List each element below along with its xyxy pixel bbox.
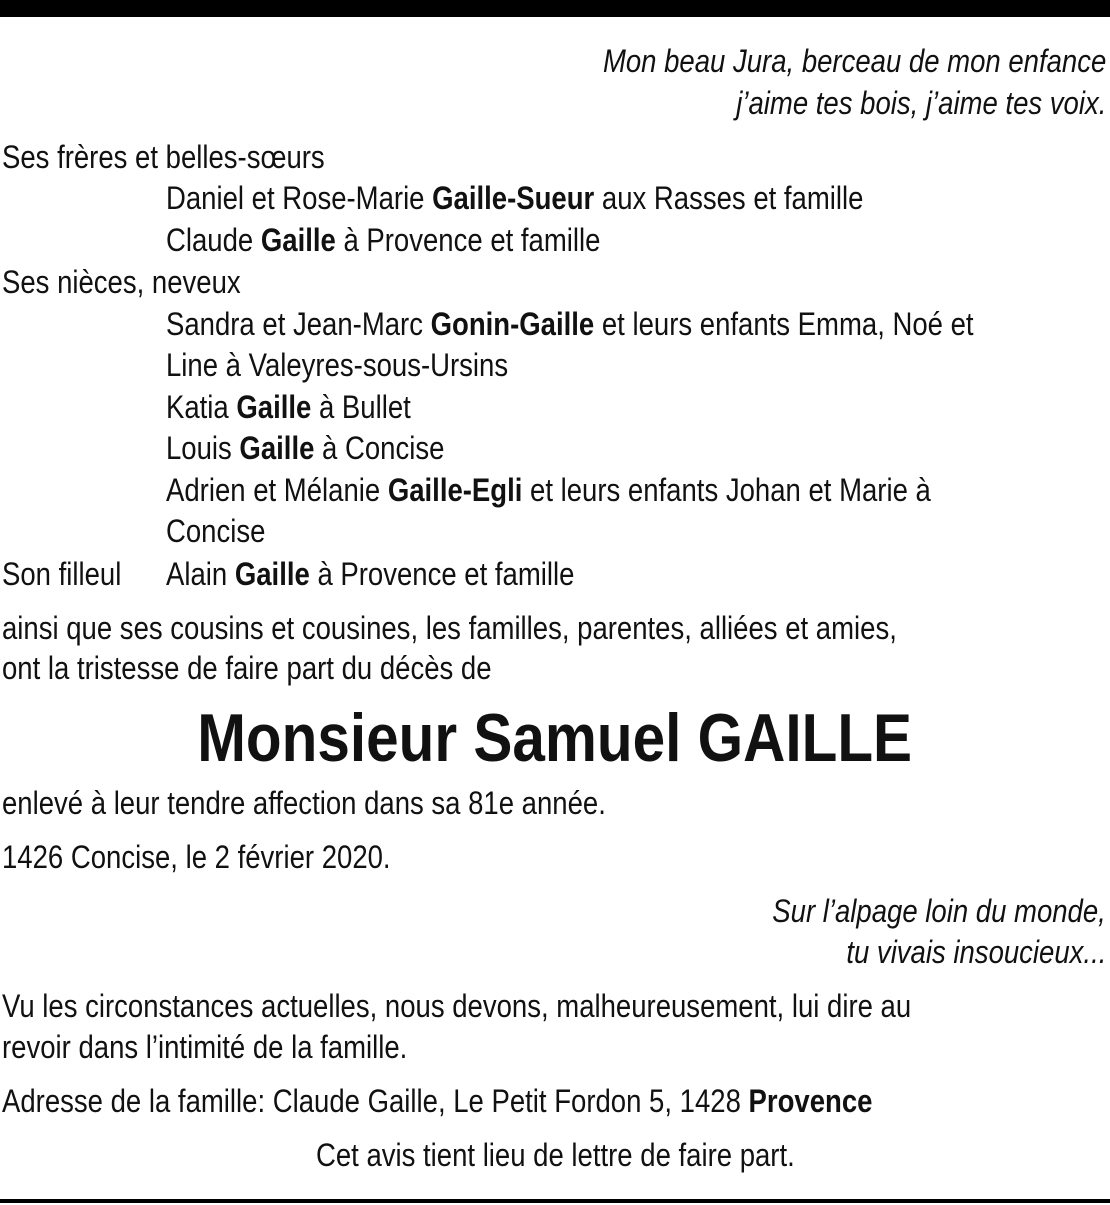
sibling-entry: Daniel et Rose-Marie Gaille-Sueur aux Rasses et famille [166,180,864,216]
sibling-entry: Claude Gaille à Provence et famille [166,222,601,258]
niece-entry-continued: Line à Valeyres-sous-Ursins [166,347,509,383]
announce-line-2: ont la tristesse de faire part du décès de [2,650,492,686]
godson-label: Son filleul [2,556,122,592]
age-line: enlevé à leur tendre affection dans sa 81e année. [2,785,606,821]
circumstances-line-2: revoir dans l’intimité de la famille. [2,1029,408,1065]
niece-entry: Katia Gaille à Bullet [166,389,411,425]
quote2-line-1: Sur l’alpage loin du monde, [772,893,1106,929]
announce-line-1: ainsi que ses cousins et cousines, les familles, parentes, alliées et amies, [2,610,897,646]
nieces-label: Ses nièces, neveux [2,264,241,300]
deceased-name: Monsieur Samuel GAILLE [197,700,913,776]
niece-entry: Sandra et Jean-Marc Gonin-Gaille et leurs enfants Emma, Noé et [166,306,974,342]
circumstances-line-1: Vu les circonstances actuelles, nous devons, malheureusement, lui dire au [2,988,912,1024]
quote2-line-2: tu vivais insoucieux... [845,934,1106,970]
bottom-rule [0,1199,1110,1203]
family-address: Adresse de la famille: Claude Gaille, Le Petit Fordon 5, 1428 Provence [2,1083,873,1119]
quote-line-2: j’aime tes bois, j’aime tes voix. [735,85,1106,121]
godson-entry: Alain Gaille à Provence et famille [166,556,575,592]
niece-entry: Adrien et Mélanie Gaille-Egli et leurs enfants Johan et Marie à [166,472,931,508]
closing-line: Cet avis tient lieu de lettre de faire part. [315,1137,795,1173]
top-rule [0,0,1110,17]
niece-entry-continued: Concise [166,513,266,549]
siblings-label: Ses frères et belles-sœurs [2,139,325,175]
place-date: 1426 Concise, le 2 février 2020. [2,839,391,875]
niece-entry: Louis Gaille à Concise [166,430,445,466]
quote-line-1: Mon beau Jura, berceau de mon enfance [602,43,1106,79]
